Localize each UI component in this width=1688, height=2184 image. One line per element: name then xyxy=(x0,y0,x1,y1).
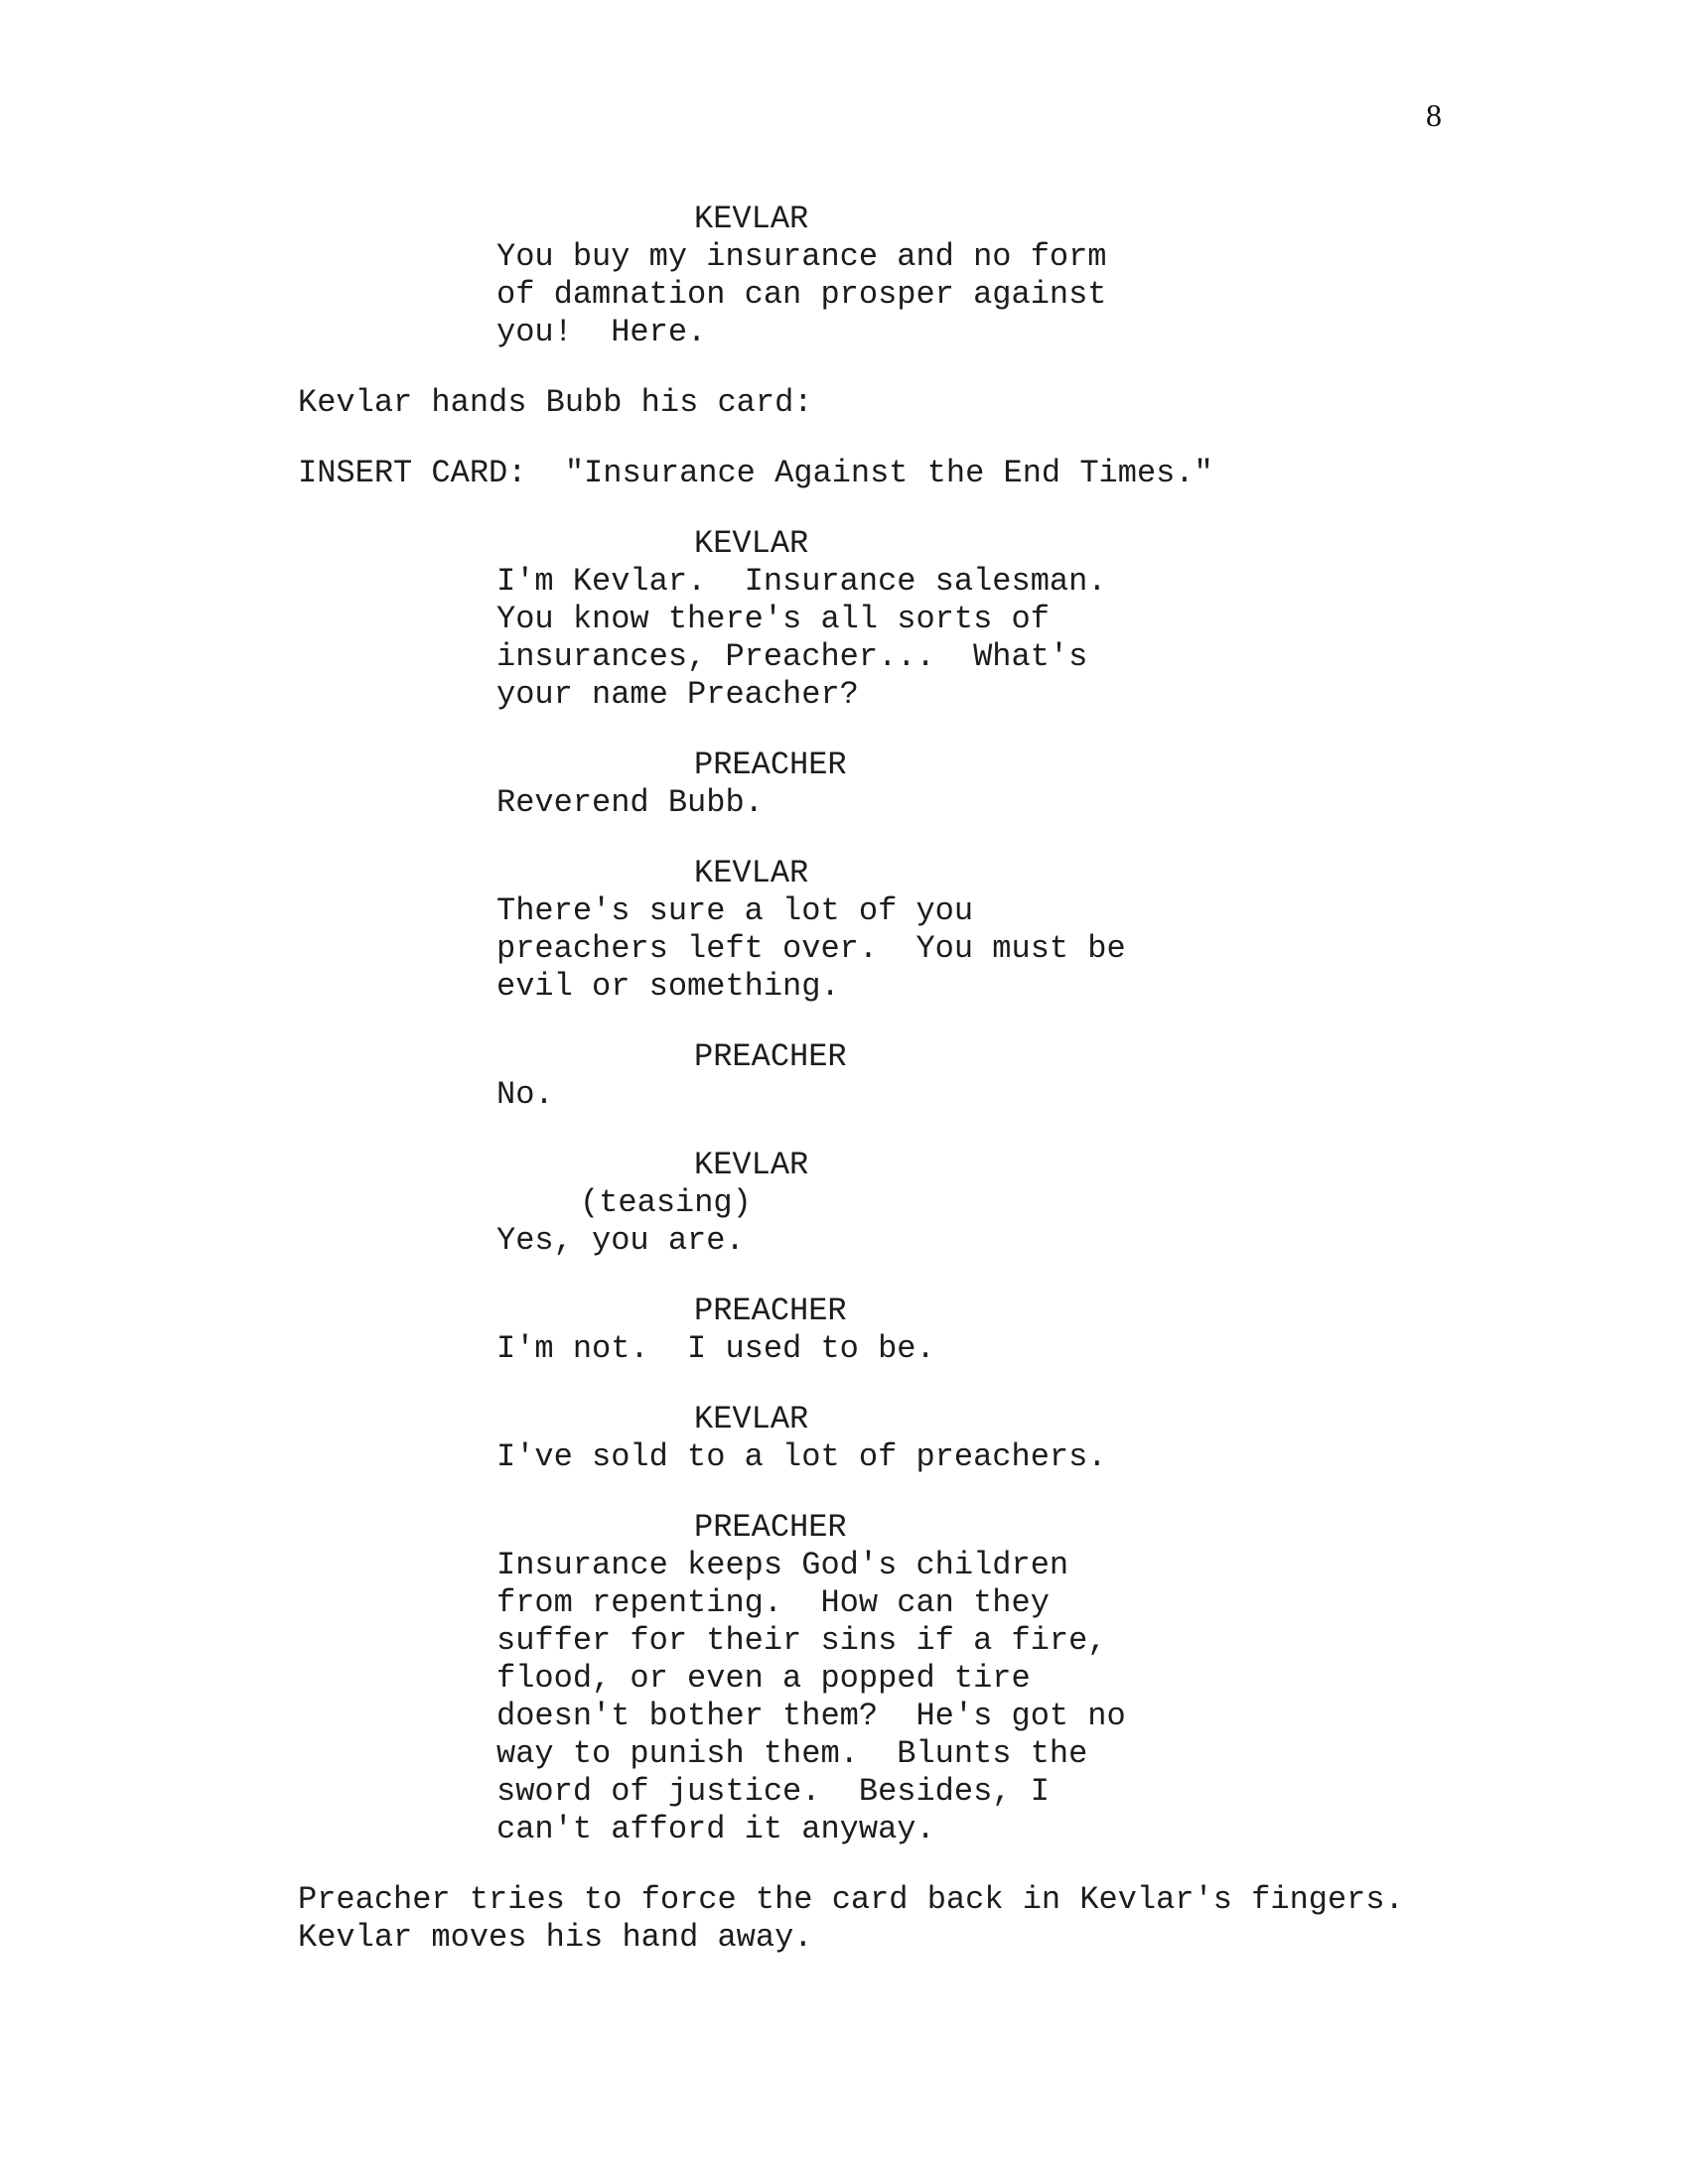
character-name: KEVLAR xyxy=(694,1147,809,1183)
dialogue-block xyxy=(0,1293,1688,1368)
dialogue-line: doesn't bother them? He's got no xyxy=(496,1698,1126,1734)
action-line: Kevlar hands Bubb his card: xyxy=(298,384,813,421)
script-body xyxy=(0,201,1688,1957)
page-number: 8 xyxy=(1426,97,1442,133)
dialogue-line: You know there's all sorts of xyxy=(496,601,1050,637)
action-line: Preacher tries to force the card back in Kevlar's fingers. xyxy=(298,1881,1404,1918)
dialogue-line: evil or something. xyxy=(496,968,840,1005)
dialogue-line: I've sold to a lot of preachers. xyxy=(496,1438,1107,1475)
dialogue-block xyxy=(0,855,1688,1006)
dialogue-block xyxy=(0,1147,1688,1260)
action-block xyxy=(0,455,1688,492)
dialogue-block xyxy=(0,525,1688,714)
dialogue-line: You buy my insurance and no form xyxy=(496,238,1107,275)
dialogue-line: Reverend Bubb. xyxy=(496,784,764,821)
dialogue-line: No. xyxy=(496,1076,554,1113)
dialogue-line: of damnation can prosper against xyxy=(496,276,1107,313)
dialogue-line: from repenting. How can they xyxy=(496,1584,1050,1621)
dialogue-block xyxy=(0,201,1688,351)
dialogue-line: Yes, you are. xyxy=(496,1222,745,1259)
dialogue-line: I'm Kevlar. Insurance salesman. xyxy=(496,563,1107,600)
action-line: Kevlar moves his hand away. xyxy=(298,1919,813,1956)
character-name: KEVLAR xyxy=(694,855,809,891)
dialogue-line: suffer for their sins if a fire, xyxy=(496,1622,1107,1659)
character-name: KEVLAR xyxy=(694,1401,809,1437)
dialogue-line: sword of justice. Besides, I xyxy=(496,1773,1050,1810)
dialogue-line: insurances, Preacher... What's xyxy=(496,638,1088,675)
action-block xyxy=(0,384,1688,422)
dialogue-block xyxy=(0,1509,1688,1848)
dialogue-line: preachers left over. You must be xyxy=(496,930,1126,967)
action-line: INSERT CARD: "Insurance Against the End Times." xyxy=(298,455,1213,491)
character-name: PREACHER xyxy=(694,1509,847,1546)
dialogue-line: your name Preacher? xyxy=(496,676,859,713)
character-name: PREACHER xyxy=(694,1038,847,1075)
character-name: PREACHER xyxy=(694,747,847,783)
dialogue-block xyxy=(0,1038,1688,1114)
character-name: KEVLAR xyxy=(694,525,809,562)
dialogue-line: can't afford it anyway. xyxy=(496,1811,935,1847)
action-block xyxy=(0,1881,1688,1957)
character-name: PREACHER xyxy=(694,1293,847,1329)
dialogue-line: way to punish them. Blunts the xyxy=(496,1735,1088,1772)
dialogue-line: Insurance keeps God's children xyxy=(496,1547,1069,1583)
dialogue-block xyxy=(0,747,1688,822)
parenthetical: (teasing) xyxy=(580,1184,752,1221)
dialogue-block xyxy=(0,1401,1688,1476)
dialogue-line: you! Here. xyxy=(496,314,707,350)
dialogue-line: I'm not. I used to be. xyxy=(496,1330,935,1367)
character-name: KEVLAR xyxy=(694,201,809,237)
dialogue-line: There's sure a lot of you xyxy=(496,892,974,929)
dialogue-line: flood, or even a popped tire xyxy=(496,1660,1031,1697)
